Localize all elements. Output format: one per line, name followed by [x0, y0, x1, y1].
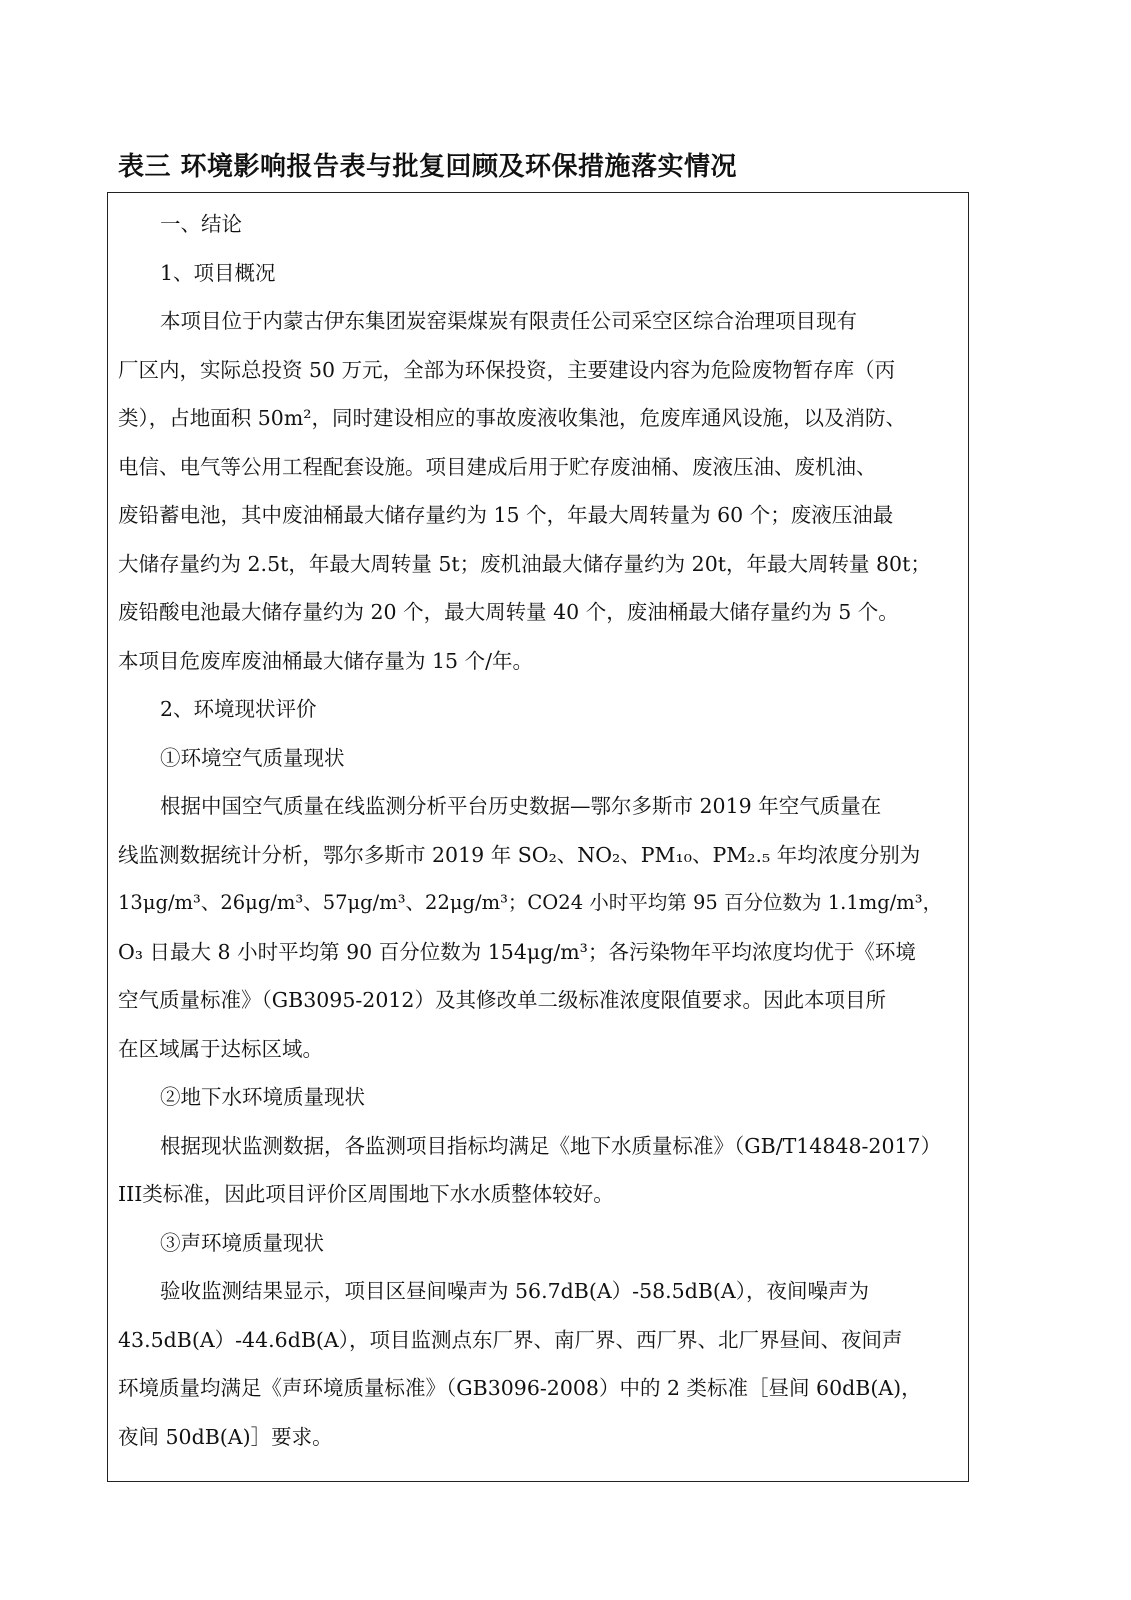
paragraph-line: III类标准，因此项目评价区周围地下水水质整体较好。: [118, 1182, 614, 1206]
paragraph-line: 环境质量均满足《声环境质量标准》（GB3096-2008）中的 2 类标准［昼间 60dB(A)，: [118, 1376, 922, 1400]
paragraph-line: 空气质量标准》（GB3095-2012）及其修改单二级标准浓度限值要求。因此本项目所: [118, 988, 886, 1012]
paragraph-line: 线监测数据统计分析，鄂尔多斯市 2019 年 SO₂、NO₂、PM₁₀、PM₂.₅ 年均浓度分别为: [118, 842, 921, 867]
paragraph-line: 在区域属于达标区域。: [118, 1036, 323, 1061]
page-title: 表三 环境影响报告表与批复回顾及环保措施落实情况: [118, 152, 738, 182]
overview-paragraph: [118, 301, 960, 689]
paragraph-line: 废铅蓄电池，其中废油桶最大储存量约为 15 个，年最大周转量为 60 个；废液压油最: [118, 503, 894, 527]
paragraph-line: 13μg/m³、26μg/m³、57μg/m³、22μg/m³；CO24 小时平均第 95 百分位数为 1.1mg/m³，: [118, 891, 943, 914]
paragraph-line: 废铅酸电池最大储存量约为 20 个，最大周转量 40 个，废油桶最大储存量约为 5 个。: [118, 600, 899, 624]
table-content: [118, 204, 960, 1465]
groundwater-paragraph: [118, 1126, 960, 1223]
noise-paragraph: [118, 1271, 960, 1465]
groundwater-heading: ②地下水环境质量现状: [160, 1085, 365, 1109]
conclusion-heading: 一、结论: [160, 212, 242, 236]
paragraph-line: 本项目位于内蒙古伊东集团炭窑渠煤炭有限责任公司采空区综合治理项目现有: [160, 309, 857, 333]
paragraph-line: 大储存量约为 2.5t，年最大周转量 5t；废机油最大储存量约为 20t，年最大周转量 80t；: [118, 551, 931, 576]
paragraph-line: 类），占地面积 50m²，同时建设相应的事故废液收集池，危废库通风设施，以及消防、: [118, 406, 907, 430]
paragraph-line: 根据中国空气质量在线监测分析平台历史数据—鄂尔多斯市 2019 年空气质量在: [160, 794, 882, 818]
paragraph-line: 本项目危废库废油桶最大储存量为 15 个/年。: [118, 648, 534, 673]
paragraph-line: O₃ 日最大 8 小时平均第 90 百分位数为 154μg/m³；各污染物年平均浓度均优于《环境: [118, 939, 916, 964]
paragraph-line: 43.5dB(A）-44.6dB(A），项目监测点东厂界、南厂界、西厂界、北厂界昼间、夜间声: [118, 1327, 903, 1352]
paragraph-line: 验收监测结果显示，项目区昼间噪声为 56.7dB(A）-58.5dB(A），夜间噪声为: [160, 1279, 869, 1303]
paragraph-line: 根据现状监测数据，各监测项目指标均满足《地下水质量标准》（GB/T14848-2017）: [160, 1133, 942, 1158]
noise-heading: ③声环境质量现状: [160, 1230, 324, 1255]
paragraph-line: 电信、电气等公用工程配套设施。项目建成后用于贮存废油桶、废液压油、废机油、: [118, 454, 877, 479]
overview-heading: 1、项目概况: [160, 260, 276, 285]
air-quality-paragraph: [118, 786, 960, 1077]
paragraph-line: 夜间 50dB(A)］要求。: [118, 1424, 333, 1449]
paragraph-line: 厂区内，实际总投资 50 万元，全部为环保投资，主要建设内容为危险废物暂存库（丙: [118, 357, 896, 382]
air-quality-heading: ①环境空气质量现状: [160, 745, 345, 770]
env-status-heading: 2、环境现状评价: [160, 697, 317, 721]
